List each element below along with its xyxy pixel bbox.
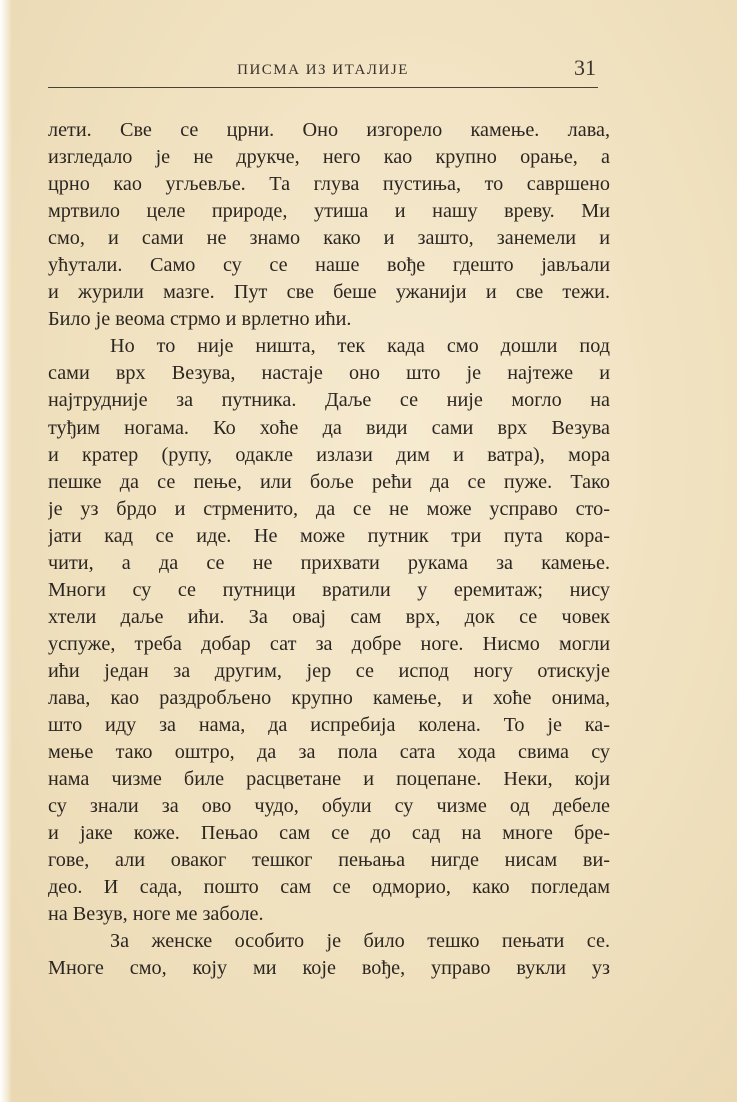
header-rule: [48, 87, 598, 88]
running-title: ПИСМА ИЗ ИТАЛИЈЕ: [237, 62, 409, 78]
text-line: успуже, треба добар сат за добре ноге. Нисмо могли: [48, 632, 610, 655]
text-line: Многе смо, коју ми које вође, управо вукли уз: [48, 957, 610, 980]
paragraph-start-line: За женске особито је било тешко пењати се.: [110, 930, 610, 953]
body-text: [48, 117, 610, 983]
paragraph-start-line: Но то није ништа, тек када смо дошли под: [110, 335, 610, 358]
page-number: 31: [574, 55, 596, 80]
text-line: сами врх Везува, настаје оно што је најтеже и: [48, 362, 610, 385]
text-line: туђим ногама. Ко хоће да види сами врх Везува: [48, 416, 610, 439]
text-line: део. И сада, пошто сам се одморио, како погледам: [48, 876, 610, 899]
text-line: је уз брдо и стрменито, да се не може усправо сто-: [48, 497, 610, 520]
text-line: изгледало је не друкче, него као крупно орање, а: [48, 146, 610, 169]
text-line: лети. Све се црни. Оно изгорело камење. лава,: [48, 119, 610, 141]
text-line: ићи један за другим, јер се испод ногу отискује: [48, 659, 610, 682]
text-line: чити, а да се не прихвати рукама за камење.: [48, 551, 610, 574]
text-line: Многи су се путници вратили у еремитаж; нису: [48, 578, 610, 601]
text-line: јати кад се иде. Не може путник три пута кора-: [48, 524, 610, 547]
text-line: гове, али оваког тешког пењања нигде нисам ви-: [48, 849, 610, 872]
text-line: ућутали. Само су се наше вође гдешто јављали: [48, 254, 610, 277]
text-line: црно као угљевље. Та глува пустиња, то савршено: [48, 173, 610, 196]
text-line: нама чизме биле расцветане и поцепане. Неки, који: [48, 768, 610, 791]
text-line: најтрудније за путника. Даље се није могло на: [48, 389, 610, 412]
text-line: су знали за ово чудо, обули су чизме од дебеле: [48, 795, 610, 818]
text-line: и кратер (рупу, одакле излази дим и ватра), мора: [48, 443, 610, 466]
text-line: мртвило целе природе, утиша и нашу вреву. Ми: [48, 200, 610, 223]
text-line: пешке да се пење, или боље рећи да се пуже. Тако: [48, 470, 610, 493]
text-line: што иду за нама, да испребија колена. То је ка-: [48, 714, 610, 737]
text-line: и јаке коже. Пењао сам се до сад на многе бре-: [48, 822, 610, 845]
text-line: и журили мазге. Пут све беше ужанији и све тежи.: [48, 281, 610, 304]
text-line: хтели даље ићи. За овај сам врх, док се човек: [48, 605, 610, 628]
text-line: смо, и сами не знамо како и зашто, занемели и: [48, 227, 610, 250]
text-line: лава, као раздробљено крупно камење, и хоће онима,: [48, 686, 610, 709]
text-line: мење тако оштро, да за пола сата хода свима су: [48, 741, 610, 764]
page-left-edge: [0, 0, 12, 1102]
paragraph-end-line: на Везув, ноге ме заболе.: [48, 903, 264, 926]
paragraph-end-line: Било је веома стрмо и врлетно ићи.: [48, 308, 352, 331]
running-header: [48, 52, 598, 86]
